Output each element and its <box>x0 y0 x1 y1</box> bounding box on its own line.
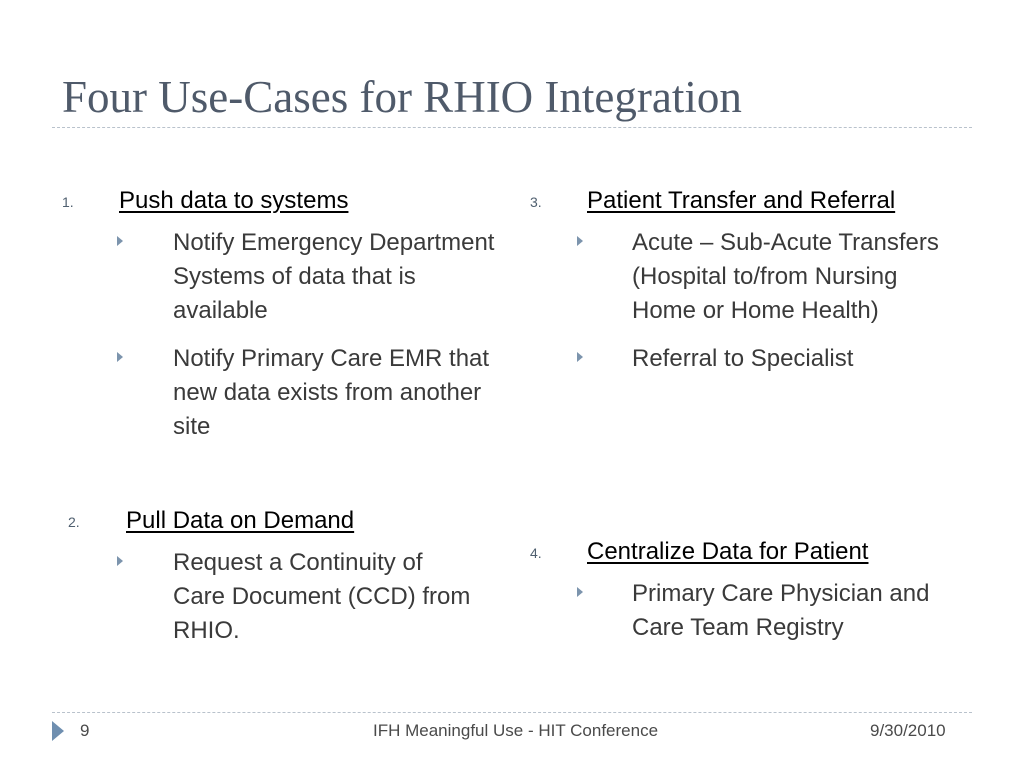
triangle-right-icon <box>117 236 123 246</box>
bullet-text: Request a Continuity of Care Document (CCD) from RHIO. <box>173 549 471 644</box>
use-case-number: 2. <box>68 514 80 530</box>
bullet-text: Notify Emergency Department Systems of data that is available <box>173 229 495 324</box>
footer-title: IFH Meaningful Use - HIT Conference <box>373 721 659 740</box>
use-case-header <box>68 506 498 540</box>
triangle-right-icon <box>117 352 123 362</box>
slide-number: 9 <box>80 721 90 740</box>
footer-divider <box>52 712 972 713</box>
bullet-text: Acute – Sub-Acute Transfers (Hospital to/from Nursing Home or Home Health) <box>632 229 939 324</box>
use-case-4 <box>530 537 960 659</box>
triangle-right-icon <box>577 352 583 362</box>
bullet-item <box>62 226 495 328</box>
use-case-1 <box>62 186 495 458</box>
use-case-heading: Patient Transfer and Referral <box>587 187 896 214</box>
bullet-text: Primary Care Physician and Care Team Registry <box>632 580 930 641</box>
use-case-number: 3. <box>530 194 542 210</box>
use-case-heading: Pull Data on Demand <box>126 507 355 534</box>
triangle-right-icon <box>577 587 583 597</box>
triangle-right-icon <box>577 236 583 246</box>
use-case-header <box>530 186 960 220</box>
bullet-list <box>68 546 498 648</box>
use-case-2 <box>68 506 498 662</box>
bullet-text: Notify Primary Care EMR that new data exists from another site <box>173 345 490 440</box>
use-case-header <box>62 186 492 220</box>
use-case-number: 1. <box>62 194 74 210</box>
bullet-list <box>62 226 495 444</box>
bullet-item <box>68 546 498 648</box>
bullet-item <box>530 342 960 376</box>
use-case-heading: Push data to systems <box>119 187 349 214</box>
use-case-number: 4. <box>530 545 542 561</box>
footer-date: 9/30/2010 <box>870 721 946 740</box>
slide-title: Four Use-Cases for RHIO Integration <box>62 72 742 122</box>
triangle-right-icon <box>117 556 123 566</box>
bullet-item <box>62 342 492 444</box>
bullet-list <box>530 577 960 645</box>
play-arrow-icon <box>52 721 64 741</box>
bullet-item <box>530 577 960 645</box>
bullet-item <box>530 226 960 328</box>
bullet-text: Referral to Specialist <box>632 345 854 372</box>
use-case-header <box>530 537 960 571</box>
use-case-3 <box>530 186 960 390</box>
use-case-heading: Centralize Data for Patient <box>587 538 869 565</box>
title-divider <box>52 127 972 128</box>
bullet-list <box>530 226 960 376</box>
